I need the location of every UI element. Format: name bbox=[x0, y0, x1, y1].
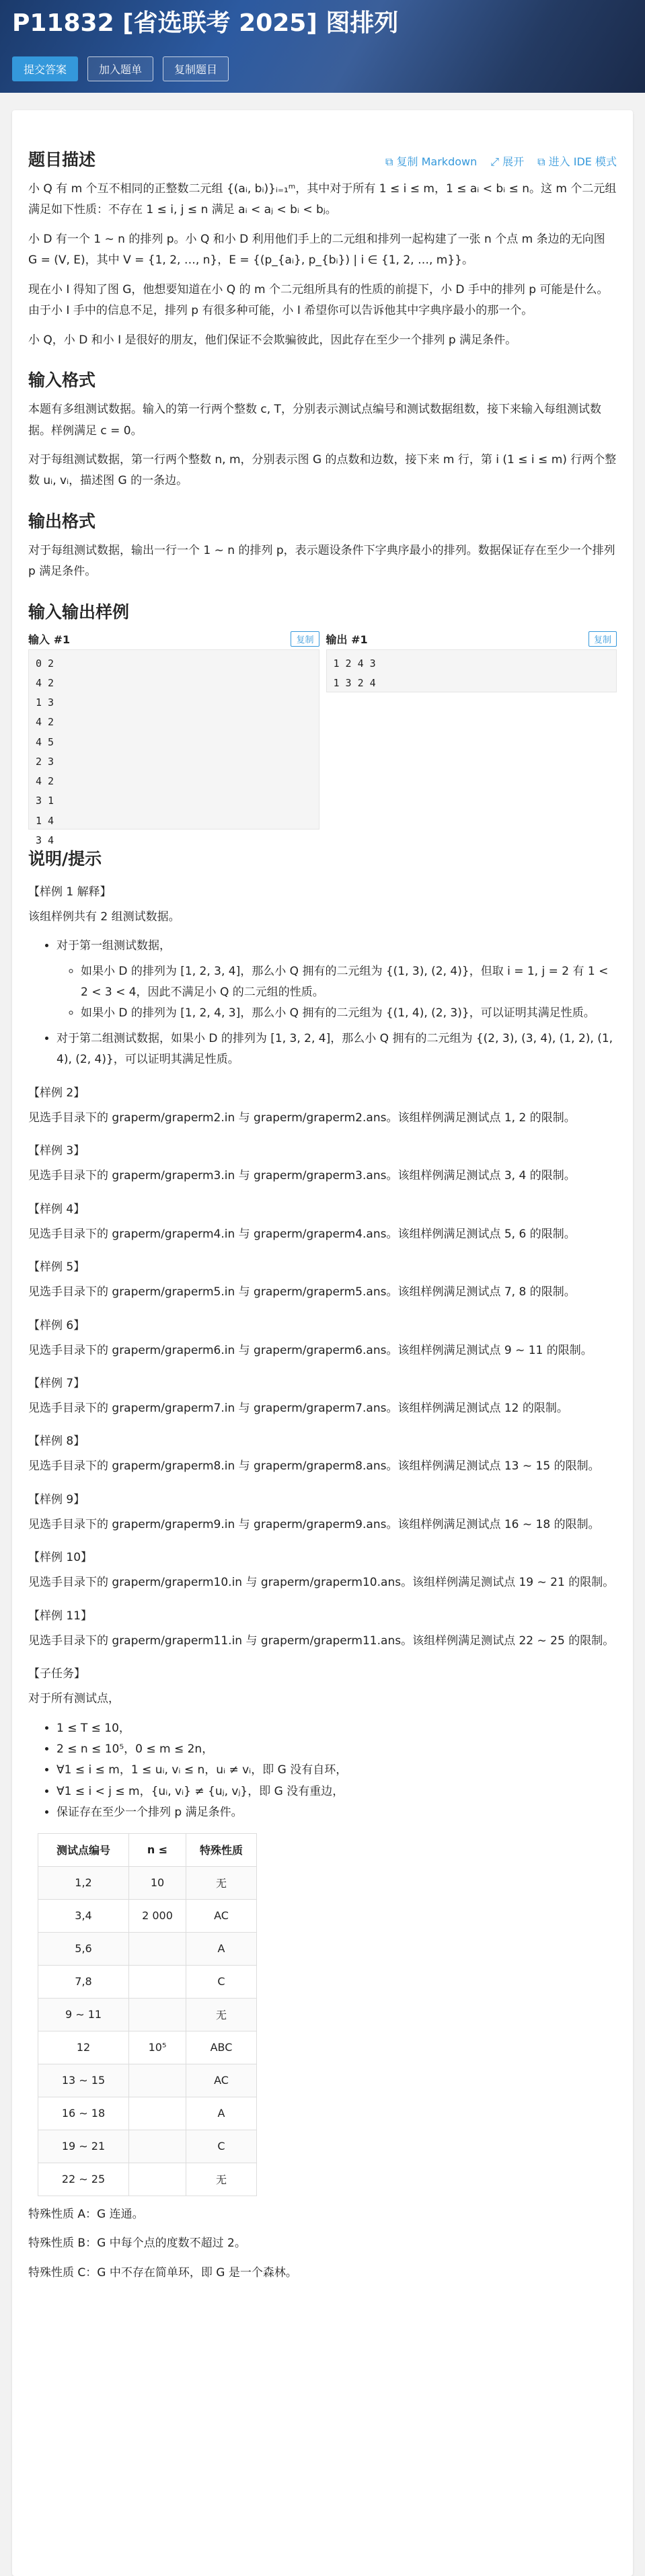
table-cell: 9 ∼ 11 bbox=[38, 1998, 129, 2031]
sample-text: 见选手目录下的 graperm/graperm11.in 与 graperm/graperm11.ans。该组样例满足测试点 22 ∼ 25 的限制。 bbox=[28, 1634, 615, 1648]
table-cell: 13 ∼ 15 bbox=[38, 2064, 129, 2097]
constraints-list bbox=[28, 1718, 617, 1824]
description-paragraph: 小 Q 有 m 个互不相同的正整数二元组 {(aᵢ, bᵢ)}ᵢ₌₁ᵐ，其中对于所有 1 ≤ i ≤ m，1 ≤ aᵢ < bᵢ ≤ n。这 m 个二元组满足如下性质：不存在 1 ≤ i, j ≤ n 满足 aᵢ < aⱼ < bᵢ < bⱼ。 bbox=[28, 182, 617, 217]
table-row bbox=[38, 1866, 257, 1899]
copy-markdown-label: 复制 Markdown bbox=[396, 155, 478, 168]
table-cell: 12 bbox=[38, 2031, 129, 2064]
table-cell: C bbox=[186, 2130, 257, 2163]
table-header: n ≤ bbox=[129, 1833, 186, 1866]
section-title-input: 输入格式 bbox=[28, 370, 96, 391]
sample-title: 【样例 3】 bbox=[28, 1144, 85, 1158]
sample-text: 见选手目录下的 graperm/graperm4.in 与 graperm/graperm4.ans。该组样例满足测试点 5, 6 的限制。 bbox=[28, 1227, 576, 1241]
sample-text: 见选手目录下的 graperm/graperm5.in 与 graperm/graperm5.ans。该组样例满足测试点 7, 8 的限制。 bbox=[28, 1285, 576, 1299]
table-cell bbox=[129, 1998, 186, 2031]
table-row bbox=[38, 1899, 257, 1932]
copy-problem-button[interactable]: 复制题目 bbox=[163, 56, 229, 81]
table-cell: A bbox=[186, 2097, 257, 2130]
list-item-text: 对于第一组测试数据， bbox=[56, 939, 171, 953]
page-title: P11832 [省选联考 2025] 图排列 bbox=[12, 9, 399, 37]
section-title-output: 输出格式 bbox=[28, 511, 96, 531]
table-cell: ABC bbox=[186, 2031, 257, 2064]
sample-title: 【样例 4】 bbox=[28, 1202, 85, 1216]
table-cell: 无 bbox=[186, 1866, 257, 1899]
subtask-table bbox=[38, 1833, 257, 2196]
table-cell bbox=[129, 1932, 186, 1965]
table-header: 特殊性质 bbox=[186, 1833, 257, 1866]
table-cell: 22 ∼ 25 bbox=[38, 2163, 129, 2196]
list-item: • ∀1 ≤ i ≤ m，1 ≤ uᵢ, vᵢ ≤ n，uᵢ ≠ vᵢ，即 G 没有自环， bbox=[56, 1760, 617, 1781]
ide-mode-label: 进入 IDE 模式 bbox=[548, 155, 617, 168]
table-cell bbox=[129, 2097, 186, 2130]
list-item: • 对于第二组测试数据，如果小 D 的排列为 [1, 3, 2, 4]，那么小 Q 拥有的二元组为 {(2, 3), (3, 4), (1, 2), (1, 4), (2, 4)}，可以证明其满足性质。 bbox=[56, 1029, 617, 1071]
list-item: ◦ 如果小 D 的排列为 [1, 2, 4, 3]，那么小 Q 拥有的二元组为 {(1, 4), (2, 3)}，可以证明其满足性质。 bbox=[81, 1003, 617, 1024]
sample-title: 【样例 8】 bbox=[28, 1435, 85, 1449]
expand-label: 展开 bbox=[502, 155, 525, 168]
table-row bbox=[38, 2031, 257, 2064]
table-row bbox=[38, 1998, 257, 2031]
problem-card bbox=[12, 110, 633, 2576]
special-property: 特殊性质 C：G 中不存在简单环，即 G 是一个森林。 bbox=[28, 2265, 297, 2280]
table-cell: 7,8 bbox=[38, 1965, 129, 1998]
description-paragraph: 小 Q，小 D 和小 I 是很好的朋友，他们保证不会欺骗彼此，因此存在至少一个排列 p 满足条件。 bbox=[28, 333, 517, 347]
sample1-intro: 该组样例共有 2 组测试数据。 bbox=[28, 910, 180, 924]
table-cell: 10 bbox=[129, 1866, 186, 1899]
sample-output-content: 1 2 4 3 1 3 2 4 bbox=[326, 649, 617, 692]
add-to-list-button[interactable]: 加入题单 bbox=[87, 56, 153, 81]
table-cell: AC bbox=[186, 2064, 257, 2097]
list-item: • 1 ≤ T ≤ 10， bbox=[56, 1718, 617, 1739]
table-row bbox=[38, 1932, 257, 1965]
subtask-title: 【子任务】 bbox=[28, 1667, 85, 1681]
sample-text: 见选手目录下的 graperm/graperm9.in 与 graperm/graperm9.ans。该组样例满足测试点 16 ∼ 18 的限制。 bbox=[28, 1517, 600, 1531]
sample-text: 见选手目录下的 graperm/graperm10.in 与 graperm/graperm10.ans。该组样例满足测试点 19 ∼ 21 的限制。 bbox=[28, 1576, 615, 1590]
sample-input-content: 0 2 4 2 1 3 4 2 4 5 2 3 4 2 3 1 1 4 3 4 bbox=[28, 649, 319, 830]
sample-title: 【样例 9】 bbox=[28, 1492, 85, 1506]
table-cell: 3,4 bbox=[38, 1899, 129, 1932]
markdown-icon: ⧉ bbox=[385, 155, 397, 168]
sample-title: 【样例 2】 bbox=[28, 1086, 85, 1100]
table-cell bbox=[129, 2130, 186, 2163]
table-row bbox=[38, 2163, 257, 2196]
sample-input bbox=[28, 631, 319, 846]
sample-output-label: 输出 #1 bbox=[326, 633, 368, 646]
sample-output bbox=[326, 631, 617, 830]
copy-input-button[interactable]: 复制 bbox=[291, 631, 319, 647]
copy-output-button[interactable]: 复制 bbox=[589, 631, 617, 647]
table-row bbox=[38, 1965, 257, 1998]
output-paragraph: 对于每组测试数据，输出一行一个 1 ∼ n 的排列 p，表示题设条件下字典序最小的排列。数据保证存在至少一个排列 p 满足条件。 bbox=[28, 543, 615, 579]
list-item: • 2 ≤ n ≤ 10⁵，0 ≤ m ≤ 2n， bbox=[56, 1739, 617, 1760]
ide-mode-button[interactable] bbox=[537, 153, 617, 169]
sample-input-header bbox=[28, 631, 319, 647]
table-cell: C bbox=[186, 1965, 257, 1998]
list-item: ◦ 如果小 D 的排列为 [1, 2, 3, 4]，那么小 Q 拥有的二元组为 {(1, 3), (2, 4)}，但取 i = 1, j = 2 有 1 < 2 < 3 < 4，因此不满足小 Q 的二元组的性质。 bbox=[81, 961, 617, 1004]
samples-block bbox=[28, 631, 617, 846]
sample-title: 【样例 7】 bbox=[28, 1376, 85, 1390]
table-cell: 无 bbox=[186, 2163, 257, 2196]
problem-banner bbox=[0, 0, 645, 93]
list-item bbox=[56, 936, 617, 1024]
list-item: • 保证存在至少一个排列 p 满足条件。 bbox=[56, 1802, 617, 1823]
table-header: 测试点编号 bbox=[38, 1833, 129, 1866]
sample-title: 【样例 10】 bbox=[28, 1551, 93, 1565]
sample1-list bbox=[28, 936, 617, 1071]
table-cell: 16 ∼ 18 bbox=[38, 2097, 129, 2130]
expand-icon: ⤢ bbox=[490, 155, 503, 168]
special-property: 特殊性质 A：G 连通。 bbox=[28, 2207, 144, 2221]
section-title-hints: 说明/提示 bbox=[28, 848, 102, 869]
table-cell bbox=[129, 1965, 186, 1998]
table-cell: 5,6 bbox=[38, 1932, 129, 1965]
sample-text: 见选手目录下的 graperm/graperm3.in 与 graperm/graperm3.ans。该组样例满足测试点 3, 4 的限制。 bbox=[28, 1169, 576, 1183]
table-row bbox=[38, 2097, 257, 2130]
tools-bar bbox=[385, 153, 617, 169]
input-paragraph: 本题有多组测试数据。输入的第一行两个整数 c, T，分别表示测试点编号和测试数据组数，接下来输入每组测试数据。样例满足 c = 0。 bbox=[28, 403, 601, 438]
sample-text: 见选手目录下的 graperm/graperm2.in 与 graperm/graperm2.ans。该组样例满足测试点 1, 2 的限制。 bbox=[28, 1111, 576, 1125]
description-paragraph: 现在小 I 得知了图 G，他想要知道在小 Q 的 m 个二元组所具有的性质的前提下，小 D 手中的排列 p 可能是什么。由于小 I 手中的信息不足，排列 p 有很多种可能，小 I 希望你可以告诉他其中字典序最小的那一个。 bbox=[28, 282, 609, 318]
table-cell: A bbox=[186, 1932, 257, 1965]
table-cell: AC bbox=[186, 1899, 257, 1932]
table-cell bbox=[129, 2163, 186, 2196]
sample-text: 见选手目录下的 graperm/graperm8.in 与 graperm/graperm8.ans。该组样例满足测试点 13 ∼ 15 的限制。 bbox=[28, 1459, 600, 1474]
subtask-intro: 对于所有测试点， bbox=[28, 1692, 120, 1706]
table-cell: 19 ∼ 21 bbox=[38, 2130, 129, 2163]
table-row bbox=[38, 2064, 257, 2097]
input-paragraph: 对于每组测试数据，第一行两个整数 n, m，分别表示图 G 的点数和边数，接下来 m 行，第 i (1 ≤ i ≤ m) 行两个整数 uᵢ, vᵢ，描述图 G 的一条边。 bbox=[28, 452, 617, 488]
description-header bbox=[28, 147, 617, 171]
sublist bbox=[56, 961, 617, 1024]
copy-markdown-button[interactable] bbox=[385, 153, 477, 169]
sample-title: 【样例 11】 bbox=[28, 1609, 93, 1623]
sample1-title: 【样例 1 解释】 bbox=[28, 885, 112, 899]
sample-title: 【样例 5】 bbox=[28, 1260, 85, 1275]
submit-answer-button[interactable]: 提交答案 bbox=[12, 56, 78, 81]
table-cell: 无 bbox=[186, 1998, 257, 2031]
banner-actions bbox=[12, 56, 229, 81]
list-item: • ∀1 ≤ i < j ≤ m，{uᵢ, vᵢ} ≠ {uⱼ, vⱼ}，即 G 没有重边， bbox=[56, 1781, 617, 1802]
table-cell: 1,2 bbox=[38, 1866, 129, 1899]
ide-icon: ⧉ bbox=[537, 155, 549, 168]
description-paragraph: 小 D 有一个 1 ∼ n 的排列 p。小 Q 和小 D 利用他们手上的二元组和排列一起构建了一张 n 个点 m 条边的无向图 G = (V, E)，其中 V = {1, 2, …, n}，E = {(p_{aᵢ}, p_{bᵢ}) | i ∈ {1, 2, …, m}}。 bbox=[28, 232, 605, 268]
section-title-description: 题目描述 bbox=[28, 150, 96, 169]
table-cell bbox=[129, 2064, 186, 2097]
table-cell: 10⁵ bbox=[129, 2031, 186, 2064]
expand-button[interactable] bbox=[490, 153, 524, 169]
sample-output-header bbox=[326, 631, 617, 647]
sample-title: 【样例 6】 bbox=[28, 1318, 85, 1332]
special-property: 特殊性质 B：G 中每个点的度数不超过 2。 bbox=[28, 2237, 246, 2251]
section-title-samples: 输入输出样例 bbox=[28, 602, 130, 622]
table-cell: 2 000 bbox=[129, 1899, 186, 1932]
table-row bbox=[38, 2130, 257, 2163]
sample-text: 见选手目录下的 graperm/graperm7.in 与 graperm/graperm7.ans。该组样例满足测试点 12 的限制。 bbox=[28, 1401, 568, 1415]
sample-text: 见选手目录下的 graperm/graperm6.in 与 graperm/graperm6.ans。该组样例满足测试点 9 ∼ 11 的限制。 bbox=[28, 1343, 593, 1357]
sample-input-label: 输入 #1 bbox=[28, 633, 71, 646]
table-header-row bbox=[38, 1833, 257, 1866]
